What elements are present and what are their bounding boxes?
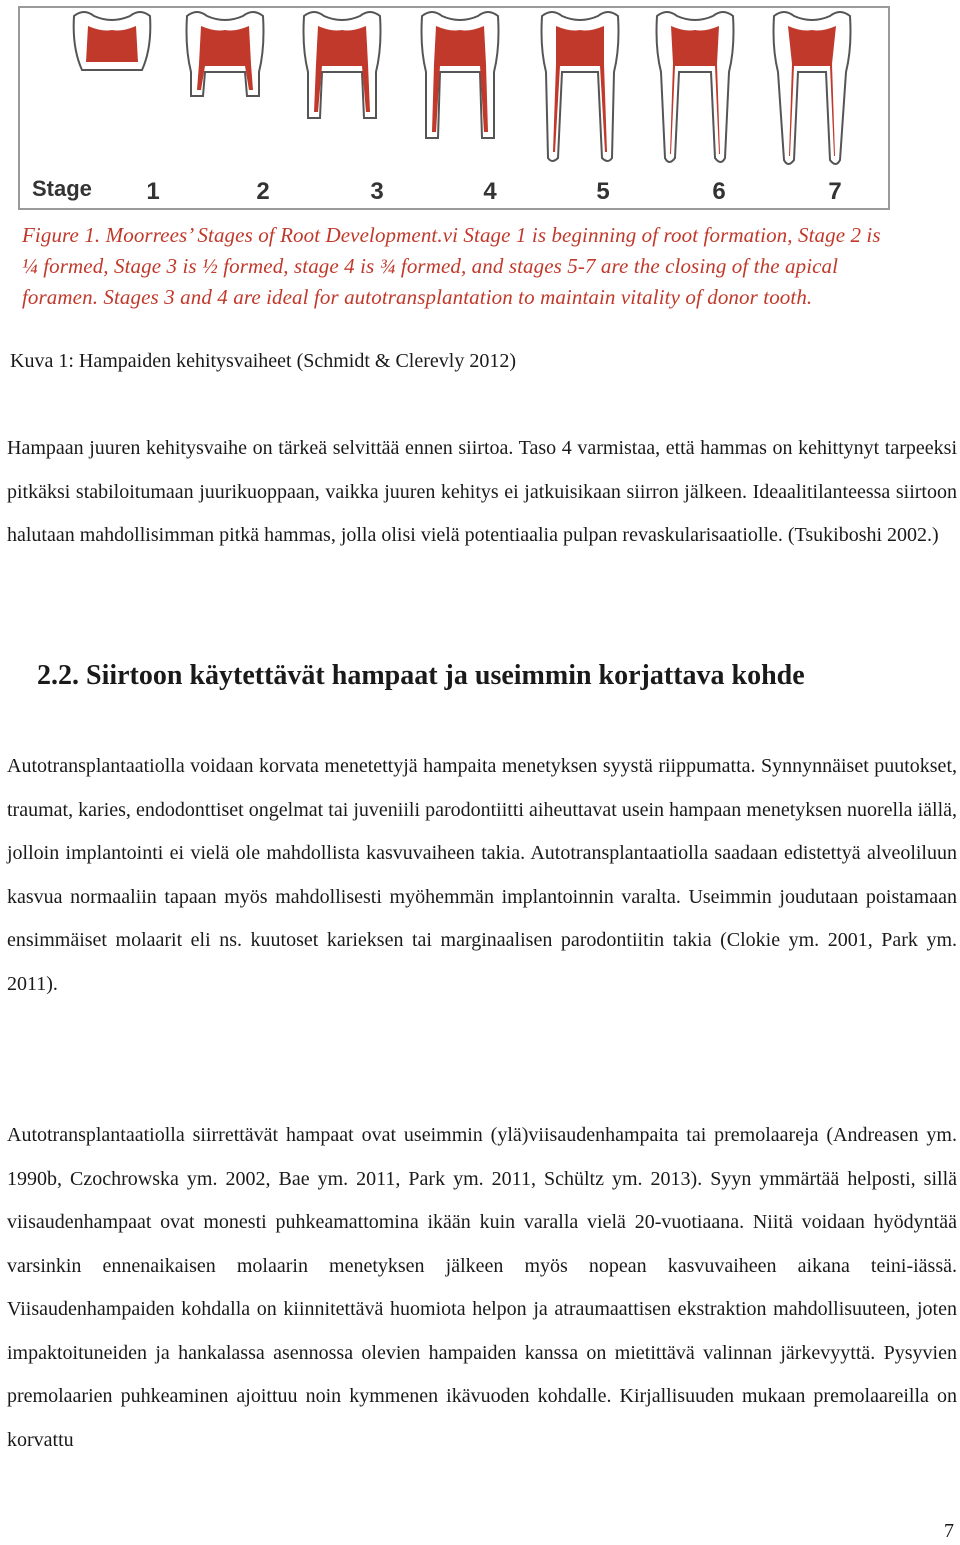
tooth-stage-6 [657, 12, 734, 162]
figure-caption-english: Figure 1. Moorrees’ Stages of Root Development.vi Stage 1 is beginning of root formation, Stage 2 is ¼ formed, Stage 3 is ½ formed, stage 4 is ¾ formed, and stages 5-7 are the closing of the apical foramen. Stages 3 and 4 are ideal for autotransplantation to maintain vitality of donor tooth. [22, 223, 881, 309]
stage-number-2: 2 [256, 178, 270, 205]
tooth-stage-1 [74, 12, 151, 70]
tooth-stage-4 [422, 12, 499, 138]
tooth-stage-2 [187, 12, 264, 96]
page-number: 7 [944, 1520, 954, 1542]
paragraph-donor-teeth: Autotransplantaatiolla siirrettävät hampaat ovat useimmin (ylä)viisaudenhampaita tai premolaareja (Andreasen ym. 1990b, Czochrowska ym. 2002, Bae ym. 2011, Park ym. 2011, Schültz ym. 2013). Syyn ymmärtää helposti, sillä viisaudenhampaat ovat monesti puhkeamattomina ikään kuin varalla vielä 20-vuotiaana. Niitä voidaan hyödyntää varsinkin ennenaikaisen molaarin menetyksen jälkeen myös nopean kasvuvaiheen aikana teini-iässä. Viisaudenhampaiden kohdalla on kiinnitettävä huomiota helpon ja atraumaattisen ekstraktion mahdollisuuteen, joten impaktoituneiden ja hankalassa asennossa olevien hampaiden kanssa on mietittävä valinnan järkevyyttä. Pysyvien premolaarien puhkeaminen ajoittuu noin kymmenen ikävuoden kohdalle. Kirjallisuuden mukaan premolaareilla on korvattu [7, 1124, 957, 1451]
stage-number-3: 3 [370, 178, 384, 205]
stage-label: Stage [32, 176, 92, 201]
section-heading: 2.2. Siirtoon käytettävät hampaat ja useimmin korjattava kohde [37, 660, 805, 691]
stage-number-7: 7 [828, 178, 842, 205]
stage-number-4: 4 [483, 178, 497, 205]
paragraph-root-stage: Hampaan juuren kehitysvaihe on tärkeä selvittää ennen siirtoa. Taso 4 varmistaa, että hammas on kehittynyt tarpeeksi pitkäksi stabiloitumaan juurikuoppaan, vaikka juuren kehitys ei jatkuisikaan siirron jälkeen. Ideaalitilanteessa siirtoon halutaan mahdollisimman pitkä hammas, jolla olisi vielä potentiaalia pulpan revaskularisaatiolle. (Tsukiboshi 2002.) [7, 437, 957, 546]
tooth-stage-3 [304, 12, 381, 118]
paragraph-indications: Autotransplantaatiolla voidaan korvata menetettyjä hampaita menetyksen syystä riippumatta. Synnynnäiset puutokset, traumat, karies, endodonttiset ongelmat tai juveniili parodontiitti aiheuttavat usein hampaan menetyksen nuorella iällä, jolloin implantointi ei vielä ole mahdollista kasvuvaiheen takia. Autotransplantaatiolla saadaan edistettyä alveoliluun kasvua normaaliin tapaan myös mahdollisesti myöhemmän implantoinnin varalta. Useimmin joudutaan poistamaan ensimmäiset molaarit eli ns. kuutoset karieksen tai marginaalisen parodontiitin takia (Clokie ym. 2001, Park ym. 2011). [7, 755, 957, 995]
figure-frame [18, 6, 890, 210]
stage-number-5: 5 [596, 178, 610, 205]
figure-caption: Kuva 1: Hampaiden kehitysvaiheet (Schmidt & Clerevly 2012) [10, 350, 516, 372]
stage-number-6: 6 [712, 178, 726, 205]
stage-number-1: 1 [146, 178, 160, 205]
figure-root-development [18, 6, 890, 336]
tooth-stage-5 [542, 12, 619, 161]
tooth-stage-7 [774, 12, 851, 164]
